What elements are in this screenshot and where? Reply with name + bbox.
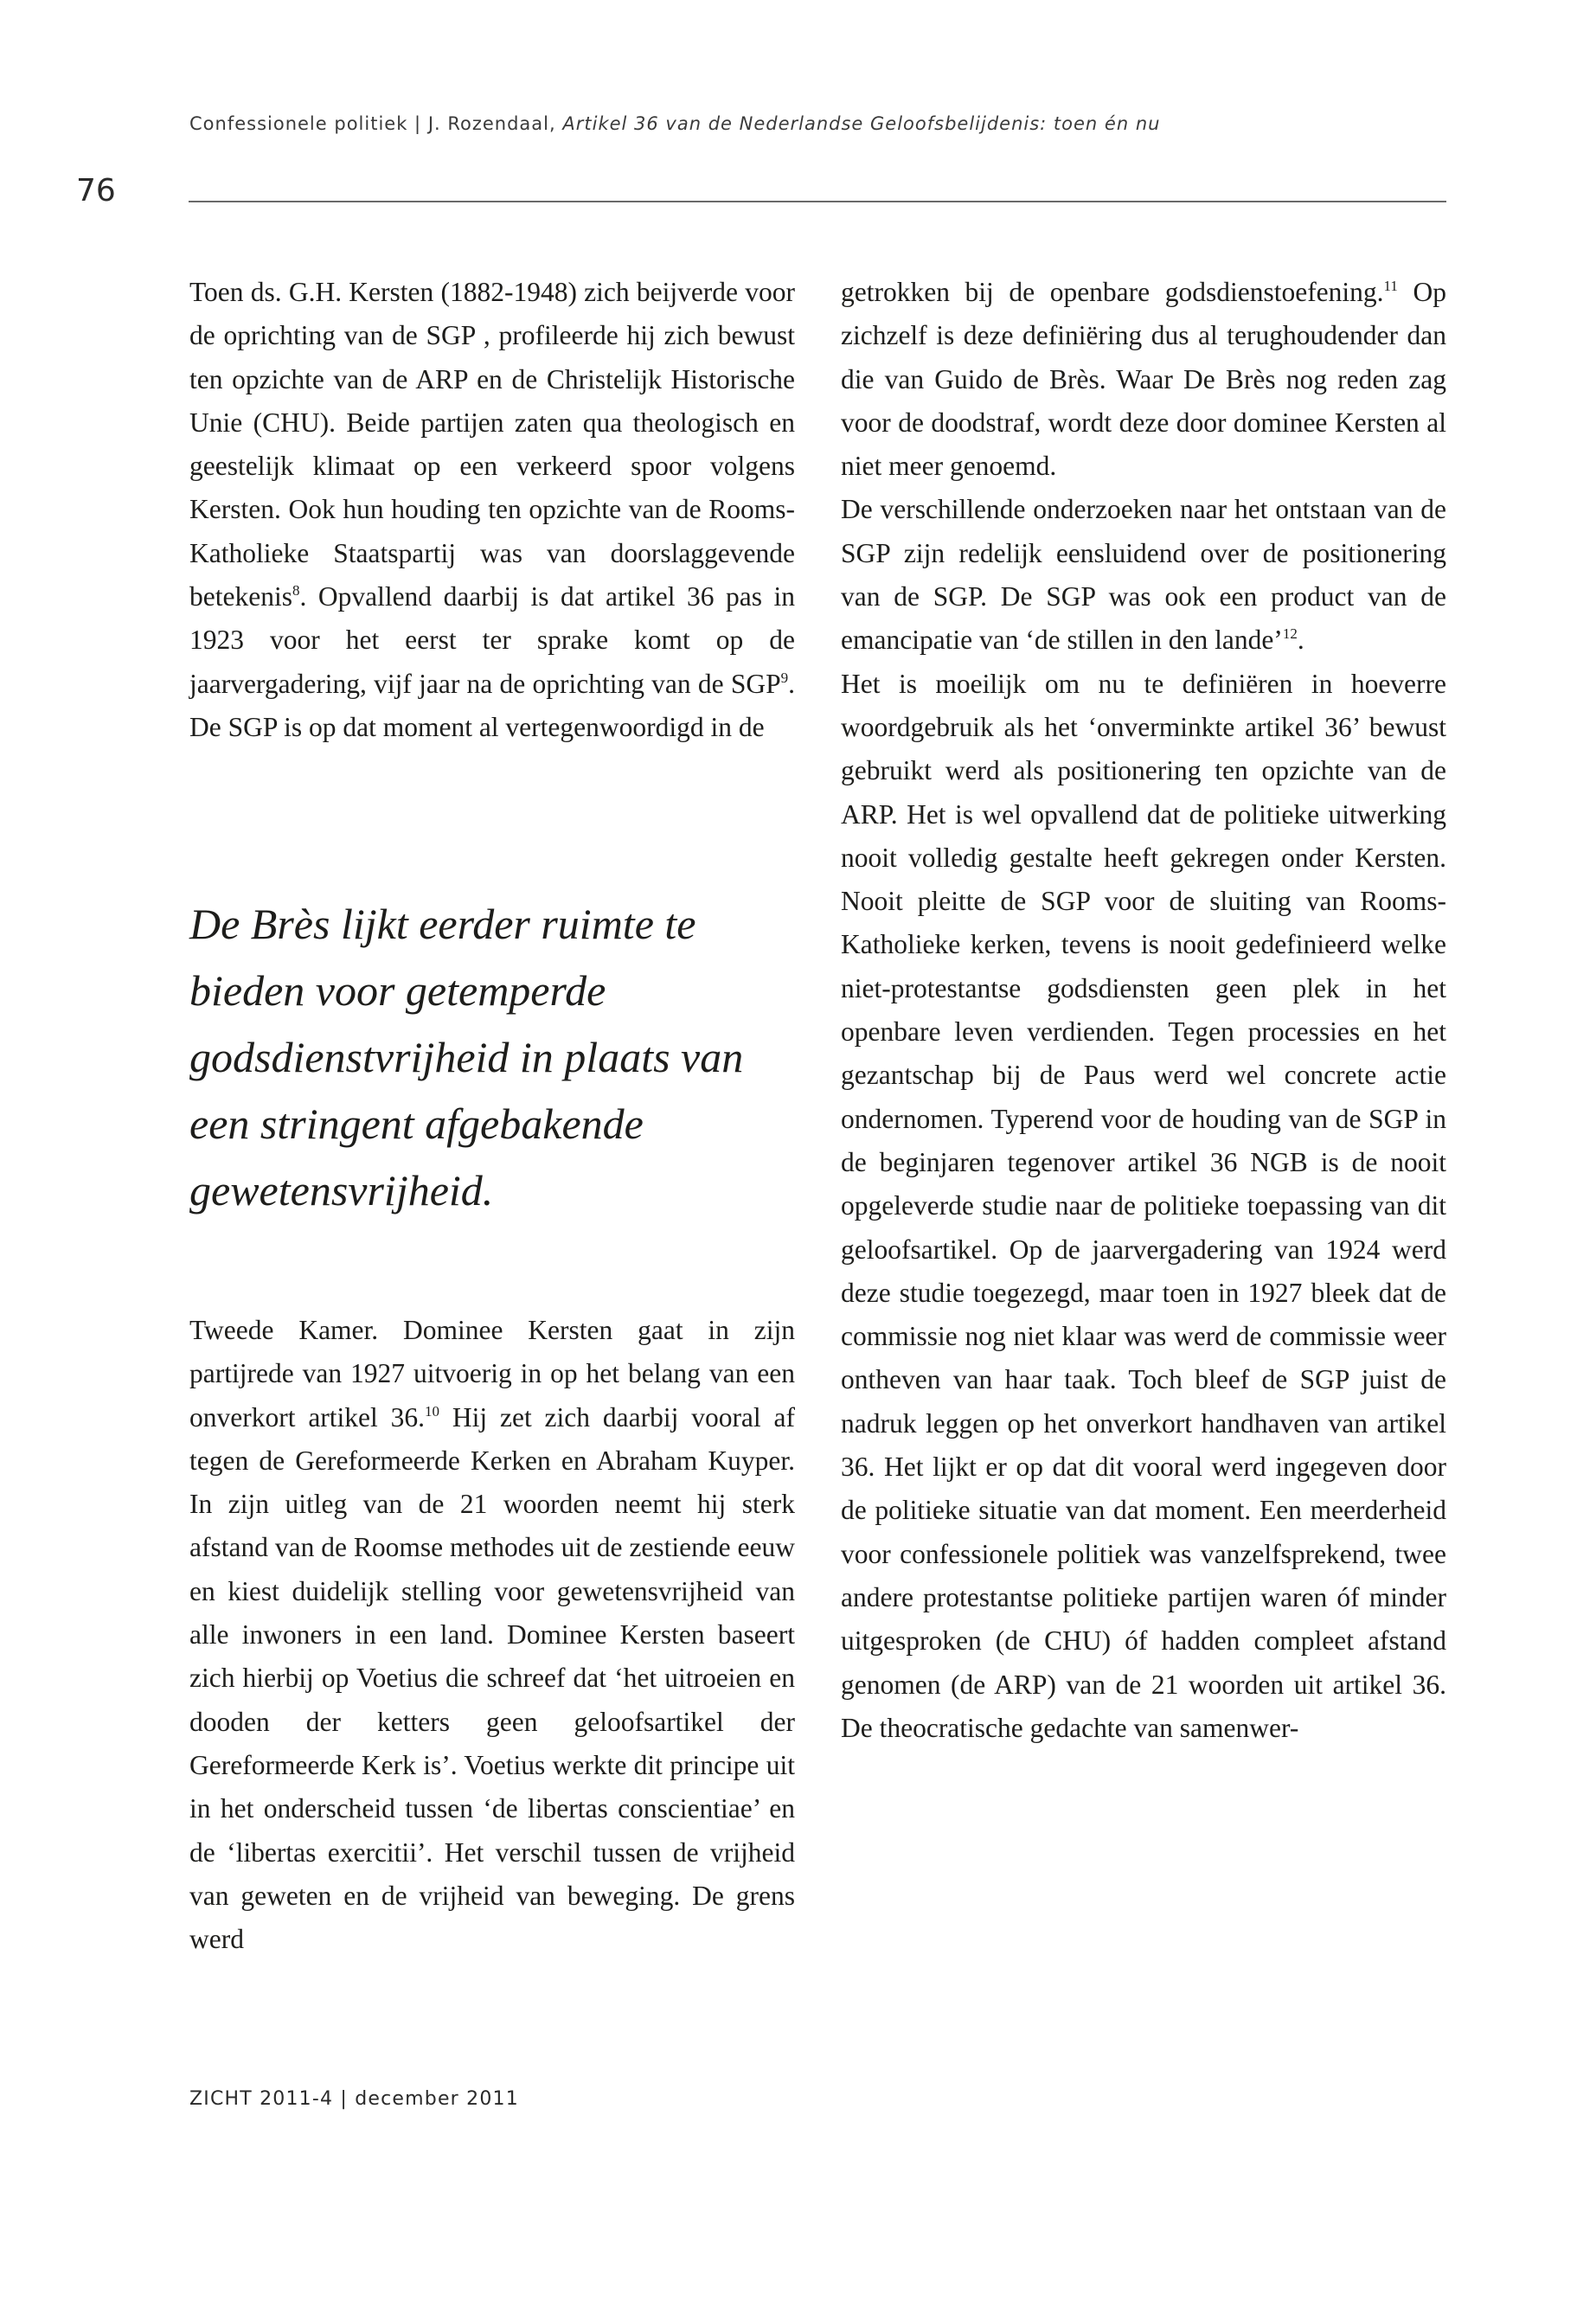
text-run: . De SGP is op dat moment al vertegenwoordigd in de xyxy=(189,668,795,742)
pull-quote xyxy=(189,891,812,1224)
paragraph xyxy=(189,1309,795,1961)
footnote-ref-12: 12 xyxy=(1282,625,1298,643)
text-run: Op zichzelf is deze definiëring dus al terughoudender dan die van Guido de Brès. Waar De Brès nog reden zag voor de doodstraf, wordt deze door dominee Kersten al niet meer genoemd. xyxy=(841,277,1447,482)
text-run: Hij zet zich daarbij vooral af tegen de Gereformeerde Kerken en Abraham Kuyper. In zijn uitleg van de 21 woorden neemt hij sterk afstand van de Roomse methodes uit de zestiende eeuw en kiest duidelijk stelling voor gewetensvrijheid van alle inwoners in een land. Dominee Kersten baseert zich hierbij op Voetius die schreef dat ‘het uitroeien en dooden der ketters geen geloofsartikel der Gereformeerde Kerk is’. Voetius werkte dit principe uit in het onderscheid tussen ‘de libertas conscientiae’ en de ‘libertas exercitii’. Het verschil tussen de vrijheid van geweten en de vrijheid van beweging. De grens werd xyxy=(189,1401,795,1955)
header-separator: | xyxy=(414,113,422,134)
page-number: 76 xyxy=(76,173,116,208)
left-column-bottom xyxy=(189,1309,795,1961)
section-name: Confessionele politiek xyxy=(189,113,408,134)
footnote-ref-8: 8 xyxy=(292,582,300,599)
footnote-ref-9: 9 xyxy=(780,669,789,686)
header-rule-divider xyxy=(189,201,1446,202)
text-run: De verschillende onderzoeken naar het ontstaan van de SGP zijn redelijk eensluidend over de positionering van de SGP. De SGP was ook een product van de emancipatie van ‘de stillen in den lande’ xyxy=(841,494,1446,656)
page-footer: ZICHT 2011-4 | december 2011 xyxy=(189,2088,519,2110)
footnote-ref-10: 10 xyxy=(425,1402,440,1420)
pull-quote-text: De Brès lijkt eerder ruimte te bieden voor getemperde godsdienstvrijheid in plaats van een stringent afgebakende gewetensvrijheid. xyxy=(189,900,744,1215)
paragraph xyxy=(841,271,1446,488)
paragraph: Het is moeilijk om nu te definiëren in hoeverre woordgebruik als het ‘onverminkte artikel 36’ bewust gebruikt werd als positionering ten opzichte van de ARP. Het is wel opvallend dat de politieke uitwerking nooit volledig gestalte heeft gekregen onder Kersten. Nooit pleitte de SGP voor de sluiting van Rooms-Katholieke kerken, tevens is nooit gedefinieerd welke niet-protestantse godsdiensten geen plek in het openbare leven verdienden. Tegen processies en het gezantschap bij de Paus werd wel concrete actie ondernomen. Typerend voor de houding van de SGP in de beginjaren tegenover artikel 36 NGB is de nooit opgeleverde studie naar de politieke toepassing van dit geloofsartikel. Op de jaarvergadering van 1924 werd deze studie toegezegd, maar toen in 1927 bleek dat de commissie nog niet klaar was werd de commissie weer ontheven van haar taak. Toch bleef de SGP juist de nadruk leggen op het onverkort handhaven van artikel 36. Het lijkt er op dat dit vooral werd ingegeven door de politieke situatie van dat moment. Een meerderheid voor confessionele politiek was vanzelfsprekend, twee andere protestantse politieke partijen waren óf minder uitgesproken (de CHU) óf hadden compleet afstand genomen (de ARP) van de 21 woorden uit artikel 36. De theocratische gedachte van samenwer- xyxy=(841,668,1446,1743)
text-run: Tweede Kamer. Dominee Kersten gaat in zijn partijrede van 1927 uitvoerig in op het belang van een onverkort artikel 36. xyxy=(189,1315,795,1433)
author-name: J. Rozendaal, xyxy=(427,113,556,134)
paragraph xyxy=(189,271,795,749)
text-run: Toen ds. G.H. Kersten (1882-1948) zich beijverde voor de oprichting van de SGP , profileerde hij zich bewust ten opzichte van de ARP en de Christelijk Historische Unie (CHU). Beide partijen zaten qua theologisch en geestelijk klimaat op een verkeerd spoor volgens Kersten. Ook hun houding ten opzichte van de Rooms-Katholieke Staatspartij was van doorslaggevende betekenis xyxy=(189,277,795,612)
text-run: getrokken bij de openbare godsdienstoefening. xyxy=(841,277,1384,307)
running-header xyxy=(189,113,1160,134)
footnote-ref-11: 11 xyxy=(1383,278,1398,294)
right-column xyxy=(841,271,1446,1750)
left-column-top xyxy=(189,271,795,749)
article-title: Artikel 36 van de Nederlandse Geloofsbelijdenis: toen én nu xyxy=(562,113,1161,134)
text-run: . xyxy=(1297,625,1304,656)
text-run: . Opvallend daarbij is dat artikel 36 pas in 1923 voor het eerst ter sprake komt op de jaarvergadering, vijf jaar na de oprichting van de SGP xyxy=(189,581,795,699)
paragraph xyxy=(841,488,1446,662)
